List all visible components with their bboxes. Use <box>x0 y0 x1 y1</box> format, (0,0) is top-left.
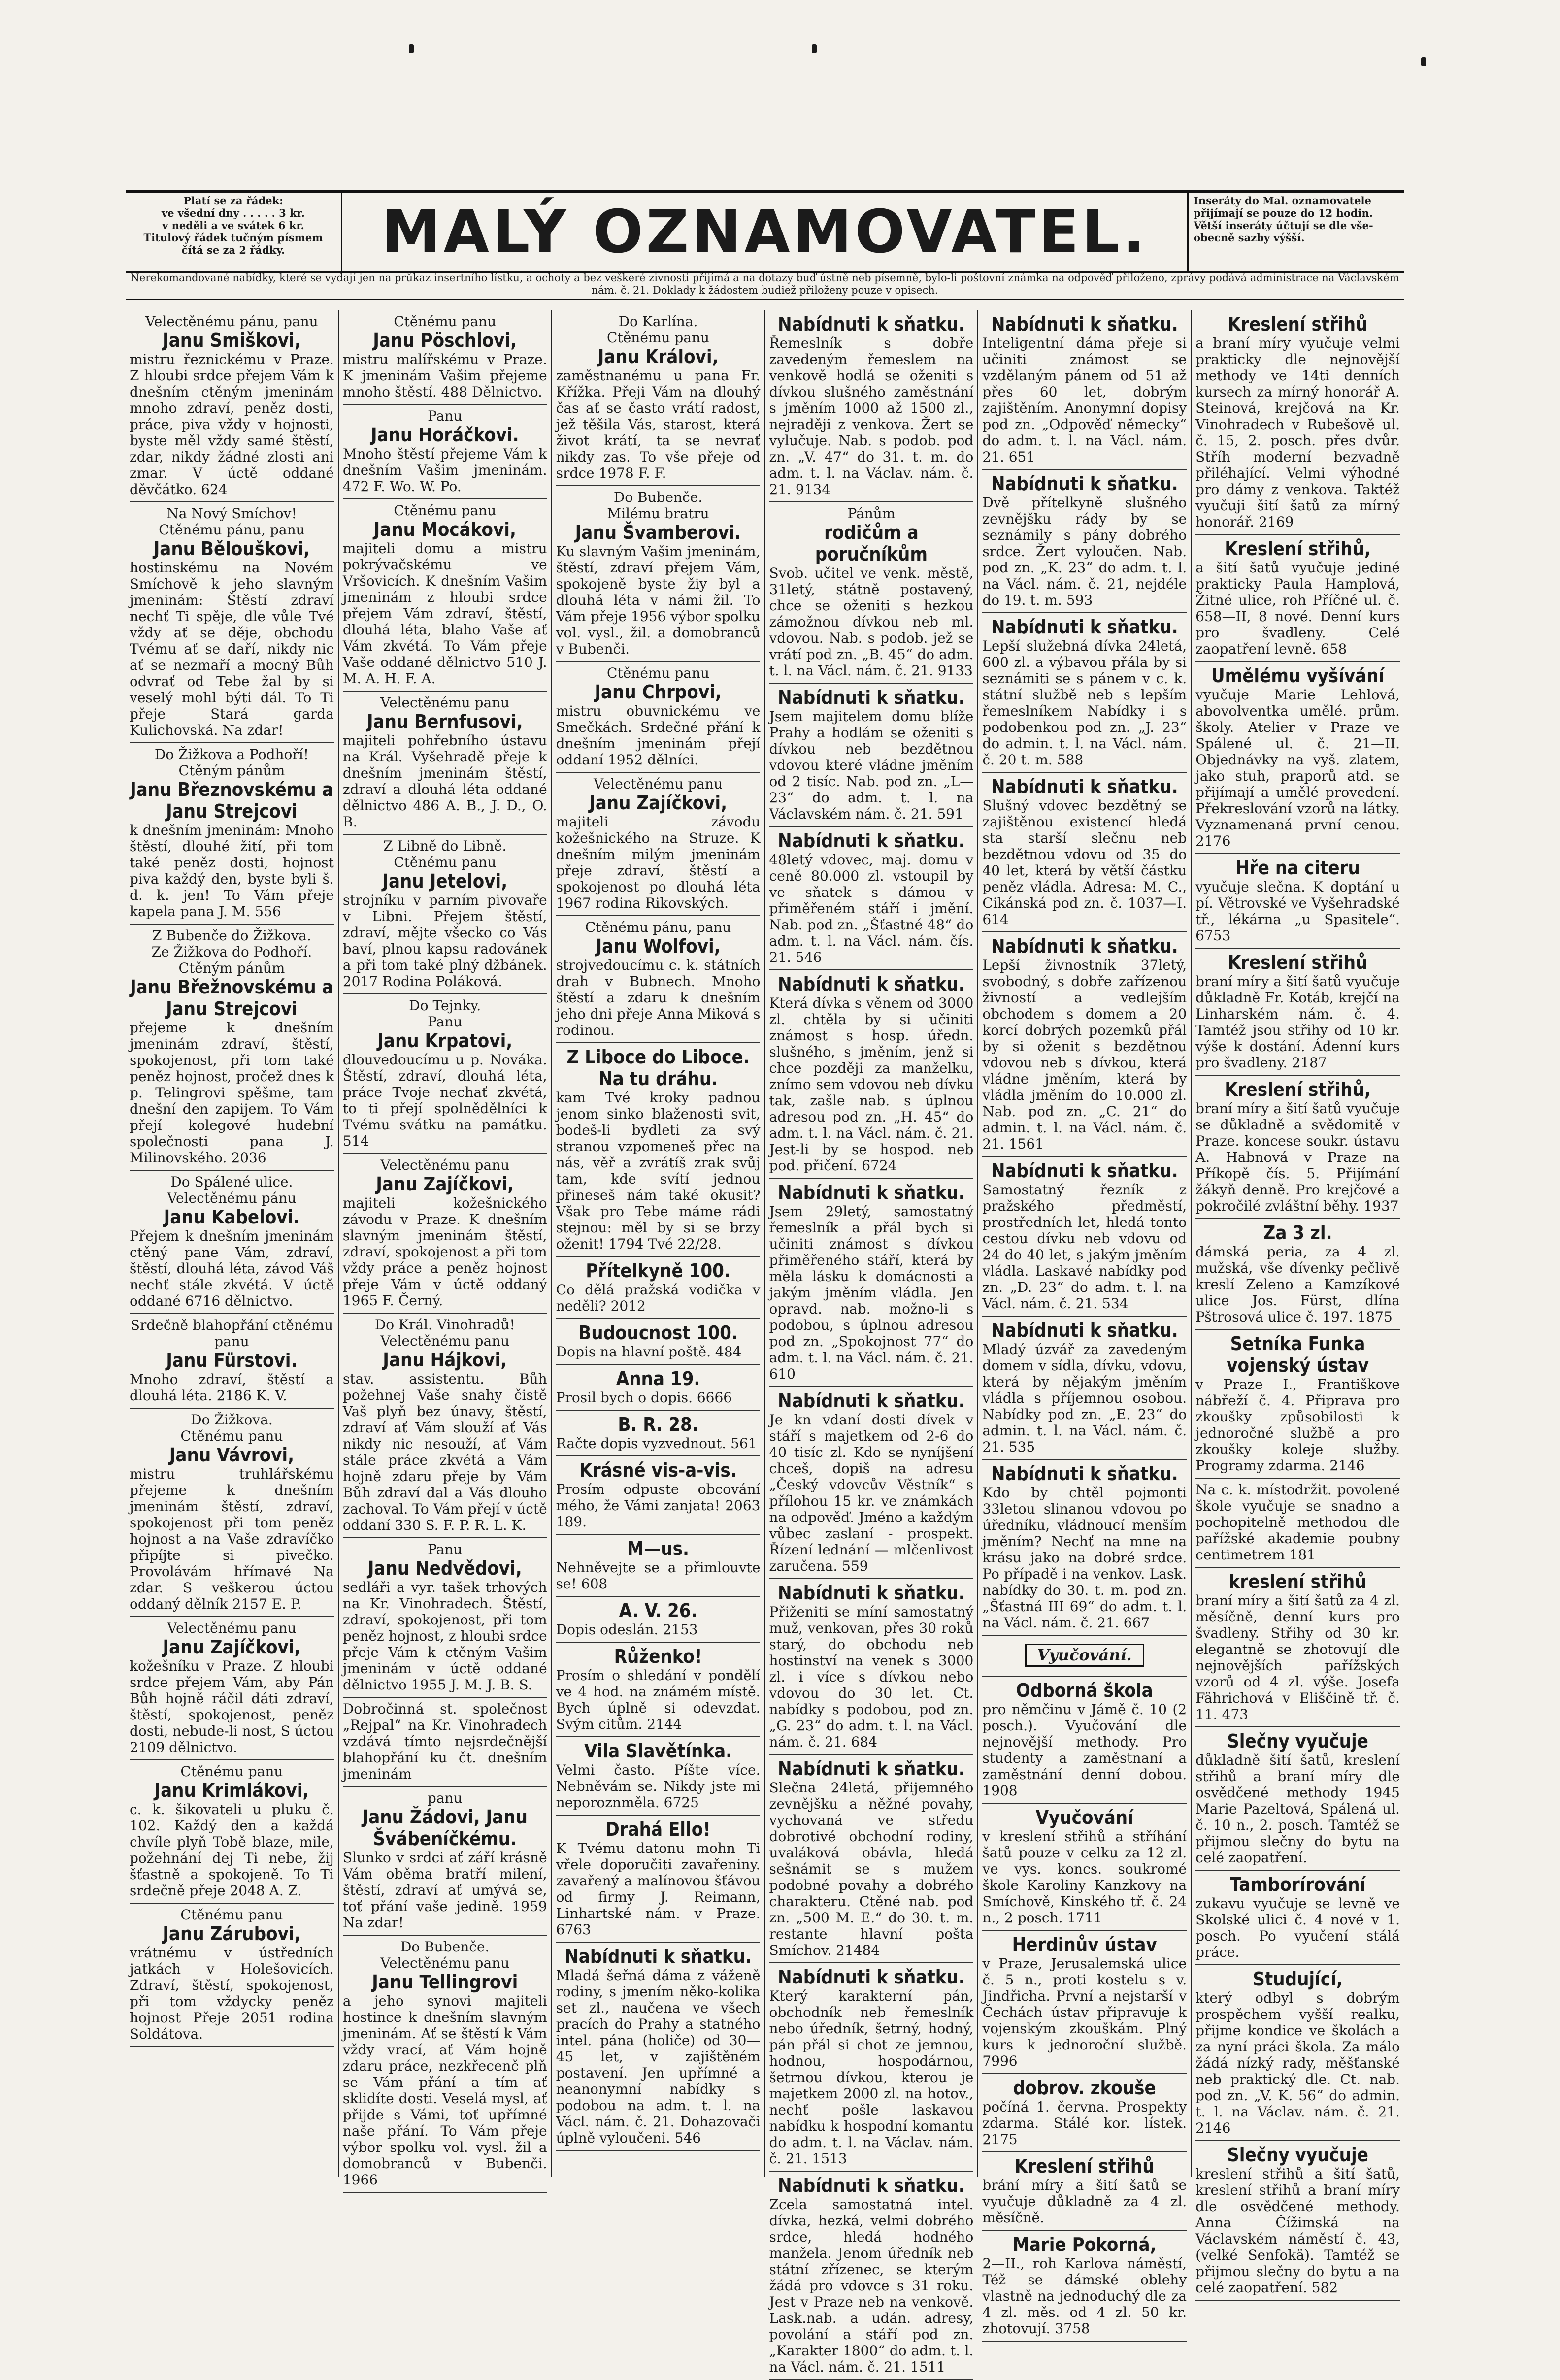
ad-salutation: Pánům <box>847 505 896 522</box>
ad-body: v Praze I., Františkove nábřeží č. 4. Připrava pro zkoušky způsobilosti k jednoročné službě a pro zkoušky koleje služby. Programy zdarma. 2146 <box>1195 1376 1400 1474</box>
ad-item <box>556 916 761 1043</box>
ad-salutation: Ctěným pánům <box>178 762 285 779</box>
ad-body: majiteli pohřebního ústavu na Král. Vyšehradě přeje k dnešním jmeninám štěstí, zdraví a dlouhá léta oddané dělnictvo 486 A. B., J. D., O. B. <box>342 732 547 830</box>
ad-name: Janu Vávrovi, <box>169 1444 295 1466</box>
ad-name: Herdinův ústav <box>1012 1934 1157 1955</box>
ad-item <box>556 1943 761 2151</box>
ad-salutation: Ctěnému panu <box>180 1763 283 1780</box>
ad-item <box>556 773 761 916</box>
ad-salutation: Do Tejnky. <box>409 997 481 1014</box>
ad-body: mistru malířskému v Praze. K jmeninám Vašim přejeme mnoho štěstí. 488 Dělnictvo. <box>342 351 547 400</box>
ad-name: Janu Mocákovi, <box>373 519 516 540</box>
ad-item <box>982 1460 1187 1636</box>
ad-item <box>769 827 973 970</box>
ad-salutation: Do Bubenče. <box>613 489 703 505</box>
price-line: ve všední dny . . . . . 3 kr. <box>162 207 305 219</box>
ad-salutation: Velectěnému pánu <box>167 1190 297 1206</box>
ad-body: Zcela samostatná intel. dívka, hezká, velmi dobrého srdce, hledá hodného manžela. Jenom úředník neb státní zřízenec, se kterým žádá pro vdovce s 31 roku. Jest v Praze neb na venkově. Lask.nab. a udán. adresy, povolání a stáří pod zn. „Karakter 1800“ do adm. t. l. na Václ. nám. č. 21. 1511 <box>769 2196 974 2375</box>
price-line: v neděli a ve svátek 6 kr. <box>162 219 304 231</box>
ad-name: kreslení střihů <box>1228 1571 1367 1592</box>
ad-salutation: Ctěnému panu <box>394 854 497 870</box>
ad-name: Nabídnuti k sňatku. <box>991 1320 1178 1341</box>
ad-body: vrátnému v ústředních jatkách v Holešovicích. Zdraví, štěstí, spokojenost, při tom vždycky peněz hojnost Přeje 2051 rodina Soldátova. <box>130 1945 334 2042</box>
ad-body: dámská peria, za 4 zl. mužská, vše dívenky pečlivě kreslí Zeleno a Kamzíkové ulice Jos. Fürst, dlína Pštrosová ulice č. 197. 1875 <box>1195 1244 1400 1325</box>
ad-item <box>769 310 973 502</box>
ad-body: Slunko v srdci ať září krásně Vám oběma bratří milení, štěstí, zdraví ať umývá se, toť přání vaše jedině. 1959 Na zdar! <box>342 1850 547 1931</box>
ad-body: brání míry a šití šatů se vyučuje důkladně za 4 zl. měsíčně. <box>982 2177 1187 2226</box>
ad-item <box>130 1171 334 1314</box>
ad-item <box>556 1456 761 1535</box>
ad-item <box>556 1043 761 1257</box>
ad-item <box>982 613 1187 773</box>
ad-name: Nabídnuti k sňatku. <box>991 935 1178 957</box>
ad-item <box>130 1760 334 1904</box>
ad-name: Janu Břežnovskému a Janu Strejcovi <box>130 976 333 1020</box>
ad-body: Nehněvejte se a přimlouvte se! 608 <box>556 1559 761 1592</box>
ad-name: M—us. <box>627 1538 690 1559</box>
ad-salutation: Velectěnému panu <box>380 1955 510 1971</box>
ad-item <box>769 2172 973 2380</box>
ad-salutation: Milému bratru <box>607 505 709 522</box>
ad-name: Janu Krimlákovi, <box>154 1780 309 1801</box>
ad-body: k dnešním jmeninám: Mnoho štěstí, dlouhé žití, při tom také peněz dosti, hojnost piva každý den, byste byli š. d. k. jen! To Vám přeje kapela pana J. M. 556 <box>130 822 334 920</box>
ad-salutation: Ze Žižkova do Podhoří. <box>151 944 312 960</box>
ad-body: a jeho synovi majiteli hostince k dnešním slavným jmeninám. Ať se štěstí k Vám vždy vrací, ať Vám hojně zdaru práce, nezkřecenč plň se Vám přání a tím ať sklidíte dosti. Veselá mysl, ať přijde s Vámi, toť upřímné naše přání. To Vám přeje výbor spolku vol. vysl. žil a domobranců v Bubenči. 1966 <box>342 1993 547 2188</box>
ad-item <box>556 486 761 662</box>
ink-dot <box>409 44 414 53</box>
ad-name: Marie Pokorná, <box>1012 2234 1157 2255</box>
ad-body: Ku slavným Vašim jmeninám, štěstí, zdraví přejem Vám, spokojeně byste žiy byl a dlouhá léta v námi žil. To Vám přeje 1956 výbor spolku vol. vysl., žil. a domobranců v Bubenči. <box>556 543 761 657</box>
ad-item <box>343 1538 547 1698</box>
ad-salutation: panu <box>427 1790 463 1806</box>
ad-item <box>343 1787 547 1936</box>
ad-body: sedláři a vyr. tašek trhových na Kr. Vinohradech. Štěstí, zdraví, spokojenost, při tom peněz hojnost, z hloubi srdce přeje Vám k ctěným Vašim jmeninám v úctě oddané dělnictvo 1955 J. M. J. B. S. <box>342 1579 547 1693</box>
ad-body: Prosil bych o dopis. 6666 <box>556 1389 732 1406</box>
ad-item <box>982 1636 1187 1677</box>
ad-salutation: Srdečně blahopřání ctěnému panu <box>130 1317 333 1350</box>
ad-name: Nabídnuti k sňatku. <box>778 1182 965 1203</box>
ad-name: Janu Smiškovi, <box>162 330 301 351</box>
ad-body: braní míry a šití šatů za 4 zl. měsíčně, denní kurs pro švadleny. Střihy od 30 kr. elegantně se zhotovují dle nejnovějších pařížských vzorů od 4 zl. výše. Josefa Fährichová v Eliščině tř. č. 11. 473 <box>1195 1592 1400 1722</box>
ad-name: Janu Královi, <box>597 346 719 367</box>
ad-salutation: Ctěnému panu <box>394 313 497 330</box>
ad-body: majiteli domu a mistru pokrývačskému ve Vršovicích. K dnešním Vašim jmeninám z hloubi srdce přejem Vám zdraví, štěstí, dlouhá léta, blaho Vaše ať Vám zkvétá. To Vám přeje Vaše oddané dělnictvo 510 J. M. A. H. F. A. <box>342 540 547 687</box>
ad-body: Dopis odeslán. 2153 <box>556 1621 698 1638</box>
ad-salutation: Velectěnému panu <box>167 1620 297 1636</box>
ad-body: Svob. učitel ve venk. městě, 31letý, státně postavený, chce se oženiti s hezkou zámožnou dívkou neb ml. vdovou. Nab. s podob. jež se vrátí pod zn. „B. 45“ do adm. t. l. na Václ. nám. č. 21. 9133 <box>769 565 974 679</box>
ad-item <box>1195 535 1400 662</box>
ad-salutation: Do Spálené ulice. <box>170 1174 293 1190</box>
ad-body: braní míry a šití šatů vyučuje se důkladně a svědomitě v Praze. koncese soukr. ústavu A. Habnová v Praze na Příkopě čís. 5. Přijímání žákyň denně. Pro krejčové a pokročilé zvláštní běhy. 1937 <box>1195 1100 1400 1214</box>
ad-body: počíná 1. června. Prospekty zdarma. Stálé kor. lístek. 2175 <box>982 2099 1187 2148</box>
ad-name: Umělému vyšívání <box>1211 665 1385 687</box>
ad-body: a šití šatů vyučuje jediné prakticky Paula Hamplová, Žitné ulice, roh Příčné ul. č. 658—II, 8 nové. Denní kurs pro švadleny. Celé zaopatření levně. 658 <box>1195 560 1400 657</box>
ad-name: Janu Březnovskému a Janu Strejcovi <box>130 779 333 822</box>
ad-name: Studující, <box>1253 1968 1343 1990</box>
ad-item <box>982 2231 1187 2342</box>
ad-body: Přejem k dnešním jmeninám ctěný pane Vám, zdraví, štěstí, dlouhá léta, závod Váš nechť stále zkvétá. V úctě oddané 6716 dělnictvo. <box>130 1228 334 1309</box>
ad-item <box>343 1154 547 1314</box>
ad-item <box>982 1931 1187 2074</box>
ad-name: Janu Švamberovi. <box>575 522 741 543</box>
ad-name: Nabídnuti k sňatku. <box>991 473 1178 495</box>
ad-salutation: Panu <box>428 1014 463 1030</box>
ad-column <box>126 310 338 2177</box>
ad-name: Růženko! <box>614 1646 702 1667</box>
ad-name: Janu Hájkovi, <box>383 1349 507 1371</box>
ad-name: Kreslení střihů, <box>1225 1079 1371 1100</box>
ad-item <box>769 1963 973 2172</box>
ad-salutation: Ctěným pánům <box>178 960 285 976</box>
ad-name: Vila Slavětínka. <box>584 1740 732 1762</box>
ad-item <box>130 310 334 502</box>
ad-item <box>769 1579 973 1755</box>
ad-name: Kreslení střihů <box>1014 2155 1155 2177</box>
ad-salutation: Do Bubenče. <box>400 1939 490 1955</box>
ad-body: Kdo by chtěl pojmonti 33letou slinanou vdovou po úředníku, vládnoucí menším jměním? Nechť na mne na krásu jako na dobré srdce. Po případě i na venkov. Lask. nabídky do 30. t. m. pod zn. „Šťastná III 69“ do adm. t. l. na Václ. nám. č. 21. 667 <box>982 1485 1187 1631</box>
ad-name: B. R. 28. <box>618 1414 698 1435</box>
ad-name: Janu Wolfovi, <box>596 935 721 957</box>
ad-item <box>343 1698 547 1787</box>
ad-name: Janu Zajíčkovi, <box>163 1636 301 1658</box>
ad-name: Janu Žádovi, Janu Švábeníčkému. <box>362 1806 528 1850</box>
ad-item <box>1195 1330 1400 1479</box>
insertion-line: obecně sazby výšší. <box>1194 231 1305 244</box>
ad-body: majiteli závodu kožešnického na Struze. K dnešním milým jmeninám přeje zdraví, štěstí a spokojenost po dlouhá léta 1967 rodina Rikovských. <box>556 814 761 911</box>
ad-item <box>982 932 1187 1157</box>
ad-item <box>982 2152 1187 2231</box>
ad-name: Anna 19. <box>616 1368 700 1389</box>
ad-item <box>130 743 334 925</box>
ad-body: Slušný vdovec bezdětný se zajištěnou existencí hledá sta starší slečnu neb bezdětnou vdovu od 35 do 40 let, která by větší částku peněz vládla. Adresa: M. C., Cikánská pod zn. č. 1037—I. 614 <box>982 797 1187 927</box>
ad-body: Jsem 29letý, samostatný řemeslník a přál bych si učiniti známost s dívkou přiměřeného stáří, která by měla lásku k domácnosti a jakým jměním vládla. Jen opravd. nab. možno-li s podobou, s úplnou adresou pod zn. „Spokojnost 77“ do adm. t. l. na Václ. nám. č. 21. 610 <box>769 1203 974 1382</box>
ad-body: a braní míry vyučuje velmi prakticky dle nejnovější methody ve 14ti denních kursech za mírný honorář A. Steinová, krejčová na Kr. Vinohradech v Rubešově ul. č. 15, 2. posch. přes dvůr. Stříh moderní bezvadně přiléhající. Velmi výhodné pro dámy z venkova. Taktéž vyučuji šití šatů za mírný honorář. 2169 <box>1195 335 1400 530</box>
ad-name: A. V. 26. <box>619 1600 697 1621</box>
ad-body: Samostatný řezník z pražského předměstí, prostředních let, hledá tonto cestou dívku neb vdovu od 24 do 40 let, s jakým jměním vládla. Laskavé nabídky pod zn. „D. 23“ do adm. t. l. na Václ. nám. č. 21. 534 <box>982 1182 1187 1312</box>
ad-name: Vyučování <box>1035 1807 1133 1828</box>
ad-item <box>1195 1727 1400 1871</box>
ad-body: vyučuje Marie Lehlová, abovolventka umělé. prům. školy. Atelier v Praze ve Spálené ul. č. 21—II. Objednávky na vyš. zlatem, jako stuh, praporů atd. se přijímají a umělé provedení. Překreslování vzorů na látky. Vyznamenaná první cenou. 2176 <box>1195 687 1400 849</box>
ad-item <box>556 662 761 773</box>
ad-name: Janu Bělouškovi, <box>153 538 310 560</box>
ad-item <box>556 310 761 486</box>
ad-item <box>1195 310 1400 535</box>
ad-body: kam Tvé kroky padnou jenom sinko blaženosti svit, bodeš-li bydleti za svý stranou vzpomeneš přec na nás, věř a zvrátíš zrak svůj tam, kde svítí jednou přineseš nám také okusit? Však pro Tebe máme rádi stejnou: měl by si se brzy oženit! 1794 Tvé 22/28. <box>556 1090 761 1252</box>
masthead <box>126 190 1404 273</box>
price-line: Platí se za řádek: <box>183 195 283 207</box>
ad-salutation: Do Žižkova. <box>191 1412 273 1428</box>
ad-name: Janu Chrpovi, <box>595 681 722 703</box>
ad-item <box>343 692 547 835</box>
ad-item <box>769 684 973 827</box>
ad-body: vyučuje slečna. K doptání u pí. Větrovské ve Vyšehradské tř., lékárna „u Spasitele“. 6753 <box>1195 879 1400 944</box>
ad-body: Mladá šeřná dáma z váženě rodiny, s jmením něko-kolika set zl., naučena ve všech pracích do Prahy a statného intel. pána (holiče) od 30—45 let, v zajištěném postavení. Jen upřímné a neanonymní nabídky s podobou na adm. t. l. na Václ. nám. č. 21. Dohazovači úplně vyloučeni. 546 <box>556 1967 761 2146</box>
ad-name: Nabídnuti k sňatku. <box>778 973 965 995</box>
ad-item <box>130 1409 334 1617</box>
ad-salutation: Z Bubenče do Žižkova. <box>152 927 311 944</box>
ad-body: Prosím odpuste obcování mého, že Vámi zanjata! 2063 189. <box>556 1481 761 1530</box>
ad-column <box>977 310 1191 2337</box>
ad-body: mistru truhlářskému přejeme k dnešním jmeninám štěstí, zdraví, spokojenost při tom peněz hojnost a na Vaše zdravíčko připíjte si pivečko. Provolávám hřímavé Na zdar. S veškerou úctou oddaný dělník 2157 E. P. <box>130 1466 334 1612</box>
ad-item <box>1195 1219 1400 1330</box>
ad-columns <box>126 310 1404 2375</box>
ad-salutation: Do Žižkova a Podhoří! <box>154 746 309 762</box>
ad-item <box>982 773 1187 932</box>
ad-item <box>130 502 334 743</box>
ad-salutation: Ctěnému panu <box>180 1907 283 1923</box>
ad-name: Krásné vis-a-vis. <box>579 1459 737 1481</box>
ad-item <box>1195 949 1400 1076</box>
ad-body: Račte dopis vyzvednout. 561 <box>556 1435 757 1452</box>
ad-name: Nabídnuti k sňatku. <box>778 687 965 708</box>
ad-body: stav. assistentu. Bůh požehnej Vaše snahy čistě Vaš plyň bez únavy, štěstí, zdraví ať Vám slouží ať Vás nikdy nic nesouží, ať Vám stále práce zkvétá a Vám hojně zdaru přeje by Vám Bůh zdraví dal a Vás dlouho zachoval. To Vám přejí v úctě oddaní 330 S. F. P. R. L. K. <box>342 1371 547 1533</box>
ad-item <box>982 1317 1187 1460</box>
ad-body: zukavu vyučuje se levně ve Skolské ulici č. 4 nové v 1. posch. Po vyučení stálá práce. <box>1195 1895 1400 1960</box>
ad-body: Je kn vdaní dosti dívek v stáří s majetkem od 2-6 do 40 tisíc zl. Kdo se nyníjšení chceš, dopiš na adresu „Český vdovcův Věstník“ s přílohou 15 kr. ve známkách na odpověď. Jméno a každým vůbec zaslaní - prospekt. Řízení lednání — mlčenlivost zaručena. 559 <box>769 1412 974 1574</box>
ad-body: Mnoho zdraví, štěstí a dlouhá léta. 2186 K. V. <box>130 1371 334 1404</box>
ad-name: Setníka Funka vojenský ústav <box>1227 1333 1369 1376</box>
ad-item <box>1195 1568 1400 1727</box>
ad-name: Nabídnuti k sňatku. <box>778 1582 965 1604</box>
ad-item <box>556 1816 761 1943</box>
ad-salutation: Ctěnému pánu, panu <box>159 522 305 538</box>
ad-body: strojvedoucímu c. k. státních drah v Bubnech. Mnoho štěstí a zdaru k dnešním jeho dni přeje Anna Miková s rodinou. <box>556 957 761 1038</box>
ad-name: Slečny vyučuje <box>1227 2144 1368 2166</box>
ad-body: mistru obuvnickému ve Smečkách. Srdečné přání k dnešním jmeninám přejí oddaní 1952 dělníci. <box>556 703 761 768</box>
ad-name: Janu Zárubovi, <box>163 1923 301 1945</box>
ad-salutation: Ctěnému panu <box>607 330 710 346</box>
ad-item <box>556 1411 761 1456</box>
ad-body: Slečna 24letá, přijemného zevnějšku a něžné povahy, vychovaná ve středu dobrotivé obchodní rodiny, uvaláková obávla, hledá sešnámit se s mužem podobné povahy a dobrého charakteru. Ctěné nab. pod zn. „500 M. E.“ do 30. t. m. restante hlavní pošta Smíchov. 21484 <box>769 1780 974 1958</box>
ad-salutation: Z Libně do Libně. <box>383 838 507 854</box>
ad-name: Přítelkyně 100. <box>586 1260 730 1282</box>
ad-body: Jsem majitelem domu blíže Prahy a hodlám se oženiti s dívkou neb bezdětnou vdovou které vládne jměním od 2 tisíc. Nab. pod zn. „L—23“ do adm. t. l. na Václavském nám. č. 21. 591 <box>769 708 974 822</box>
ad-salutation: Do Karlína. <box>618 313 698 330</box>
ad-body: v kreslení střihů a stříhání šatů pouze v celku za 12 zl. ve vys. koncs. soukromé škole Karoliny Kanzkovy na Smíchově, Kinského tř. č. 24 n., 2 posch. 1711 <box>982 1828 1187 1926</box>
ad-name: Janu Zajíčkovi, <box>376 1173 514 1195</box>
ad-name: Odborná škola <box>1016 1680 1153 1701</box>
ad-item <box>982 1804 1187 1931</box>
ad-body: Přiženiti se míní samostatný muž, venkovan, přes 30 roků starý, do obchodu neb hostinství na venek s 3000 zl. i více s dívkou nebo vdovou do 30 let. Ct. nabídky s podobou, pod zn. „G. 23“ do adm. t. l. na Václ. nám. č. 21. 684 <box>769 1604 974 1750</box>
ad-item <box>769 1755 973 1963</box>
ad-name: rodičům a poručníkům <box>815 522 928 565</box>
ad-item <box>343 1314 547 1538</box>
ad-name: Nabídnuti k sňatku. <box>778 1758 965 1780</box>
ad-salutation: Do Král. Vinohradů! <box>374 1317 515 1333</box>
ad-body: 48letý vdovec, maj. domu v ceně 80.000 zl. vstoupil by ve sňatek s dámou v přiměřeném stáří i jmění. Nab. pod zn. „Šťastné 48“ do adm. t. l. na Václ. nám. čís. 21. 546 <box>769 852 974 965</box>
ad-name: Za 3 zl. <box>1263 1222 1332 1244</box>
insertion-box <box>1187 193 1404 271</box>
ad-salutation: Ctěnému pánu, panu <box>585 919 731 935</box>
ad-name: Nabídnuti k sňatku. <box>778 1966 965 1988</box>
ad-item <box>982 1677 1187 1804</box>
ad-body: mistru řeznickému v Praze. Z hloubi srdce přejem Vám k dnešním ctěným jmeninám mnoho zdraví, peněz dosti, práce, piva vždy v hojnosti, byste měl vždy samé štěstí, zdar, nikdy žádné zlosti ani zmar. V úctě oddané děvčátko. 624 <box>130 351 334 497</box>
ad-item <box>982 470 1187 613</box>
ad-name: Janu Fürstovi. <box>166 1350 298 1371</box>
ad-body: kreslení střihů a šití šatů, kreslení střihů a braní míry dle osvědčené methody. Anna Čížimská na Václavském náměstí č. 43, (velké Senfokä). Tamtéž se přijmou slečny do bytu a na celé zaopatření. 582 <box>1195 2166 1400 2296</box>
ad-item <box>343 1936 547 2193</box>
ad-salutation: Velectěnému panu <box>380 1157 510 1173</box>
ad-body: Co dělá pražská vodička v neděli? 2012 <box>556 1282 761 1314</box>
ad-body: Mnoho štěstí přejeme Vám k dnešním Vašim jmeninám. 472 F. Wo. W. Po. <box>342 446 547 495</box>
ad-name: Nabídnuti k sňatku. <box>991 616 1178 638</box>
ad-salutation: Velectěnému panu <box>380 694 510 711</box>
ad-name: Janu Kabelovi. <box>164 1206 300 1228</box>
ad-name: Janu Jetelovi, <box>382 870 508 892</box>
ad-item <box>982 310 1187 470</box>
ad-name: Hře na citeru <box>1235 857 1360 879</box>
ad-item <box>556 1643 761 1737</box>
ad-name: Nabídnuti k sňatku. <box>991 1463 1178 1485</box>
ad-item <box>343 310 547 405</box>
ad-body: majiteli kožešnického závodu v Praze. K dnešním slavným jmeninám štěstí, zdraví, spokojenost a při tom vždy práce a peněz hojnost přeje Vám v úctě oddaný 1965 F. Černý. <box>342 1195 547 1309</box>
ad-item <box>1195 1871 1400 1965</box>
ad-name: Nabídnuti k sňatku. <box>778 2175 965 2196</box>
insertion-line: přijímají se pouze do 12 hodin. <box>1194 207 1373 219</box>
ad-item <box>1195 1479 1400 1568</box>
price-line: Titulový řádek tučným písmem <box>143 231 323 244</box>
ad-name: Kreslení střihů, <box>1225 538 1371 560</box>
ad-body: 2—II., roh Karlova náměstí, Též se dámské oblehy vlastně na jednoduchý dle za 4 zl. měs. od 4 zl. 50 kr. zhotovují. 3758 <box>982 2255 1187 2337</box>
ad-item <box>1195 1965 1400 2141</box>
ad-name: Z Liboce do Liboce. Na tu dráhu. <box>566 1046 750 1090</box>
ad-body: Řemeslník s dobře zavedeným řemeslem na venkově hodlá se oženiti s dívkou slušného zaměstnání s jměním 1000 až 1500 zl., nejraději z venkova. Žert se vylučuje. Nab. s podob. pod zn. „V. 47“ do 31. t. m. do adm. t. l. na Václav. nám. č. 21. 9134 <box>769 335 974 497</box>
ad-name: Nabídnuti k sňatku. <box>778 1390 965 1412</box>
ad-name: Nabídnuti k sňatku. <box>991 1160 1178 1182</box>
ad-salutation: Panu <box>428 1541 463 1557</box>
ad-body: dlouvedoucímu u p. Nováka. Štěstí, zdraví, dlouhá léta, práce Tvoje nechať zkvétá, to ti přejí spolnědělníci k Tvému svátku na památku. 514 <box>342 1052 547 1149</box>
ad-body: Inteligentní dáma přeje si učiniti známost se vzdělaným pánem od 51 až přes 60 let, dobrým zajištěním. Anonymní dopisy pod zn. „Odpověď německy“ do adm. t. l. na Václ. nám. 21. 651 <box>982 335 1187 465</box>
ad-name: Nabídnuti k sňatku. <box>991 776 1178 797</box>
ad-salutation: Velectěnému panu <box>380 1333 510 1349</box>
ad-body: Dvě přítelkyně slušného zevnějšku rády by se seznámily s pány dobrého srdce. Žert vyloučen. Nab. pod zn. „K. 23“ do adm. t. l. na Václ. nám. č. 21, nejdéle do 19. t. m. 593 <box>982 495 1187 608</box>
ad-item <box>343 994 547 1154</box>
price-box <box>126 193 342 271</box>
ad-salutation: Ctěnému panu <box>394 502 497 519</box>
ad-item <box>1195 1076 1400 1219</box>
ad-item <box>130 925 334 1171</box>
ad-column <box>764 310 977 2375</box>
insertion-line: Inseráty do Mal. oznamovatele <box>1194 195 1371 207</box>
ad-body: c. k. šikovateli u pluku č. 102. Každý den a každá chvíle plyň Tobě blaze, mile, požehnání dej Ti nebe, žij šťastně a spokojeně. To Ti srdečně přeje 2048 A. Z. <box>130 1801 334 1899</box>
ad-body: Mladý úzvář za zavedeným domem v sídla, dívku, vdovu, která by nějakým jměním vládla s příjemnou osobou. Nabídky pod zn. „E. 23“ do admin. t. l. na Václ. nám. č. 21. 535 <box>982 1341 1187 1455</box>
ad-name: Nabídnuti k sňatku. <box>778 313 965 335</box>
ad-body: strojníku v parním pivovaře v Libni. Přejem štěstí, zdraví, mějte všecko co Vás baví, plnou kapsu radovánek a při tom také plný džbánek. 2017 Rodina Poláková. <box>342 892 547 990</box>
ad-body: Na c. k. místodržit. povolené škole vyučuje se snadno a pochopitelně methodou dle pařížské akademie poubny centimetrem 181 <box>1195 1482 1400 1563</box>
ad-item <box>982 2074 1187 2152</box>
price-line: čítá se za 2 řádky. <box>181 244 285 256</box>
ad-name: Tamborírování <box>1229 1874 1366 1895</box>
notice: Nerekomandované nabídky, které se vydají jen na průkaz insertního lístku, a ochoty a bez veškeré zivnosti přijímá a na dotazy buď ústně neb písemně, bylo-li poštovní známka na odpověď přiloženo, zprávy podává administrace na Václavském nám. č. 21. Doklady k žádostem budiež přiloženy pouze v opisech. <box>126 272 1404 300</box>
ad-item <box>130 1617 334 1760</box>
section-heading-box: Vyučování. <box>1025 1644 1144 1667</box>
ad-name: Kreslení střihů <box>1228 952 1368 973</box>
ad-body: důkladně šití šatů, kreslení střihů a braní míry dle osvědčené methody 1945 Marie Pazeltová, Spálená ul. č. 10 n., 2. posch. Tamtéž se přijmou slečny do bytu na celé zaopatření. <box>1195 1752 1400 1866</box>
ad-salutation: Velectěnému panu <box>594 776 723 792</box>
ad-body: přejeme k dnešním jmeninám zdraví, štěstí, spokojenost, při tom také peněz hojnost, pročež dnes k p. Telingrovi spěšme, tam dnešní den zapijem. To Vám přejí kolegové hudební společnosti pana J. Milinovského. 2036 <box>130 1020 334 1166</box>
ad-item <box>1195 854 1400 949</box>
ad-name: Nabídnuti k sňatku. <box>564 1946 752 1967</box>
ad-item <box>556 1257 761 1319</box>
insertion-line: Větší inseráty účtují se dle vše- <box>1194 219 1373 231</box>
ad-body: který odbyl s dobrým prospěchem vyšší realku, přijme kondice ve školách a za nyní práci škola. Za málo žádá nízký rady, měšťanské neb praktický dle. Ct. nab. pod zn. „V. K. 56“ do admin. t. l. na Václav. nám. č. 21. 2146 <box>1195 1990 1400 2136</box>
ad-item <box>343 499 547 692</box>
ad-item <box>769 1179 973 1387</box>
ad-item <box>130 1314 334 1409</box>
ad-item <box>556 1737 761 1816</box>
ad-item <box>343 835 547 994</box>
ad-item <box>556 1597 761 1643</box>
ad-body: Dopis na hlavní poště. 484 <box>556 1344 742 1360</box>
ink-dot <box>812 44 817 53</box>
ad-item <box>556 1319 761 1365</box>
ad-column <box>338 310 551 2188</box>
ad-name: Janu Krpatovi, <box>377 1030 513 1052</box>
ad-name: Janu Bernfusovi, <box>366 711 523 732</box>
ad-name: Kreslení střihů <box>1228 313 1368 335</box>
ad-item <box>1195 2141 1400 2301</box>
ad-item <box>343 405 547 499</box>
ad-column <box>551 310 764 2177</box>
page-title: MALÝ OZNAMOVATEL. <box>381 198 1148 266</box>
section-heading <box>982 1639 1187 1672</box>
ad-body: Lepší živnostník 37letý, svobodný, s dobře zařízenou živností a vedlejším obchodem s domem a 20 korcí dobrých pozemků přál by si oženit s bezdětnou vdovou neb s dívkou, která vládne jměním, která by vládla jměním do 10.000 zl. Nab. pod zn. „C. 21“ do admin. t. l. na Václ. nám. č. 21. 1561 <box>982 957 1187 1152</box>
ad-body: Velmi často. Píšte více. Nebněvám se. Nikdy jste mi neporoznměla. 6725 <box>556 1762 761 1811</box>
ad-salutation: Ctěnému panu <box>180 1428 283 1444</box>
ad-body: Lepší služebná dívka 24letá, 600 zl. a výbavou přála by si seznámiti se s pánem v c. k. státní službě neb s lepším řemeslníkem Nabídky i s podobenkou pod zn. „J. 23“ do admin. t. l. na Václ. nám. č. 20 t. m. 588 <box>982 638 1187 768</box>
ad-salutation: Ctěnému panu <box>607 665 710 681</box>
ad-item <box>556 1365 761 1411</box>
ad-body: v Praze, Jerusalemská ulice č. 5 n., proti kostelu s v. Jindřicha. První a nejstarší v Čechách ústav připravuje k vojenským zkouškám. Plný kurs k jednoroční službě. 7996 <box>982 1955 1187 2069</box>
ad-name: Janu Horáčkovi. <box>370 424 519 446</box>
ad-body: zaměstnanému u pana Fr. Křížka. Přeji Vám na dlouhý čas ať se často vrátí radost, jež těšila Vás, starost, která život krátí, ta se nevrať nikdy zas. To vše přeje od srdce 1978 F. F. <box>556 367 761 481</box>
ad-item <box>982 1157 1187 1317</box>
ad-name: Janu Nedvědovi, <box>367 1557 522 1579</box>
ad-salutation: Velectěnému pánu, panu <box>145 313 318 330</box>
ad-name: Budoucnost 100. <box>578 1322 738 1344</box>
ad-name: Janu Pöschlovi, <box>373 330 517 351</box>
ad-name: dobrov. zkouše <box>1013 2077 1156 2099</box>
ad-salutation: Na Nový Smíchov! <box>166 505 297 522</box>
ad-name: Janu Zajíčkovi, <box>589 792 728 814</box>
ad-body: hostinskému na Novém Smíchově k jeho slavným jmeninám: Štěstí zdraví nechť Ti spěje, dle vůle Tvé vždy ať se děje, obchodu Tvému ať se daří, nikdy nic ať se nezmaří a mocný Bůh odvrať od Tebe žal by si veselý mohl býti dál. To Ti přeje Stará garda Kulichovská. Na zdar! <box>130 560 334 738</box>
ad-column <box>1191 310 1404 2296</box>
ad-item <box>1195 662 1400 854</box>
ad-body: K Tvému datonu mohn Ti vřele doporučiti zavařeniny. zavařený a malínovou šťávou od firmy J. Reimann, Linhartské nám. v Praze. 6763 <box>556 1840 761 1938</box>
ink-dot <box>1421 57 1426 66</box>
ad-item <box>769 970 973 1179</box>
ad-name: Janu Tellingrovi <box>372 1971 518 1993</box>
ad-name: Nabídnuti k sňatku. <box>778 830 965 852</box>
ad-salutation: Panu <box>428 408 463 424</box>
ad-body: kožešníku v Praze. Z hloubi srdce přejem Vám, aby Pán Bůh hojně ráčil dáti zdraví, štěstí, spokojenost, peněz dosti, nebude-li nost, S úctou 2109 dělnictvo. <box>130 1658 334 1755</box>
ad-body: Která dívka s věnem od 3000 zl. chtěla by si učiniti známost s hosp. úředn. slušného, s jměním, jenž si chce později za manželku, znímo sem vdovou neb dívku tak, zašle nab. s úplnou adresou pod zn. „H. 45“ do adm. t. l. na Václ. nám. č. 21. Jest-li by se hospod. neb pod. přičení. 6724 <box>769 995 974 1174</box>
ad-body: braní míry a šití šatů vyučuje důkladně Fr. Kotáb, krejčí na Linharském nám. č. 4. Tamtéž jsou střihy od 10 kr. výše k dostání. Ádenní kurs pro švadleny. 2187 <box>1195 973 1400 1071</box>
ad-name: Nabídnuti k sňatku. <box>991 313 1178 335</box>
ad-body: pro němčinu v Jámě č. 10 (2 posch.). Vyučování dle nejnovější methody. Pro studenty a zaměstnaní a zaměstnání denní dobou. 1908 <box>982 1701 1187 1799</box>
ad-name: Slečny vyučuje <box>1227 1730 1368 1752</box>
ad-body: Prosím o shledání v pondělí ve 4 hod. na známém místě. Bych úplně si odevzdat. Svým citům. 2144 <box>556 1667 761 1732</box>
ad-item <box>556 1535 761 1597</box>
ad-body: Dobročinná st. společnost „Rejpal“ na Kr. Vinohradech vzdává tímto nejsrdečnější blahopřání ku čt. dnešním jmeninám <box>342 1701 547 1782</box>
ad-item <box>769 1387 973 1579</box>
ad-body: Který karakterní pán, obchodník neb řemeslník nebo úředník, šetrný, hodný, pán přál si chot ze jemnou, hodnou, hospodárnou, šetrnou dívkou, kterou je majetkem 2000 zl. na hotov., nechť pošle laskavou nabídku k hospodní komantu do adm. t. l. na Václav. nám. č. 21. 1513 <box>769 1988 974 2167</box>
ad-item <box>769 502 973 684</box>
ad-name: Drahá Ello! <box>605 1818 711 1840</box>
ad-item <box>130 1904 334 2047</box>
